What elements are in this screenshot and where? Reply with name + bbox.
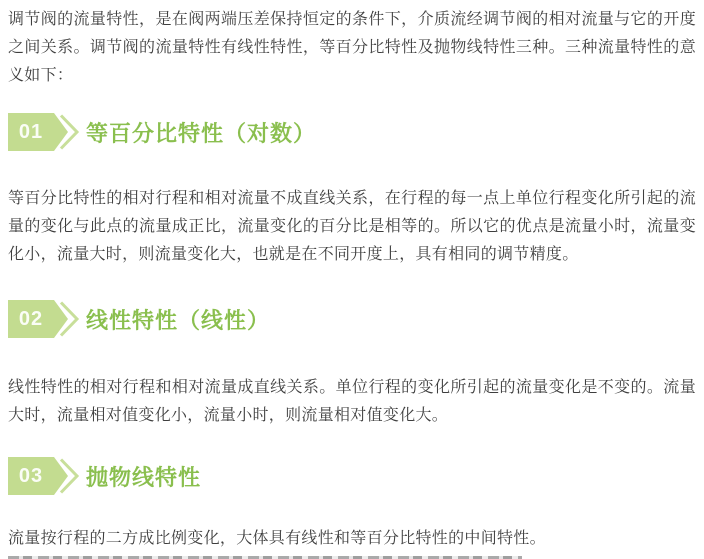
section-title: 抛物线特性 [86, 464, 202, 490]
section-number: 02 [18, 307, 44, 330]
section-header-2 [8, 300, 696, 338]
section-body: 线性特性的相对行程和相对流量成直线关系。单位行程的变化所引起的流量变化是不变的。流量大时，流量相对值变化小，流量小时，则流量相对值变化大。 [8, 379, 696, 424]
section-header-1 [8, 113, 696, 151]
section-title: 线性特性（线性） [86, 307, 271, 333]
section-title: 等百分比特性（对数） [86, 120, 317, 146]
section-number-badge [8, 113, 80, 151]
section-number: 03 [18, 464, 44, 487]
section-number: 01 [18, 120, 44, 143]
section-number-badge [8, 300, 80, 338]
intro-paragraph: 调节阀的流量特性，是在阀两端压差保持恒定的条件下，介质流经调节阀的相对流量与它的开度之间关系。调节阀的流量特性有线性特性，等百分比特性及抛物线特性三种。三种流量特性的意义如下： [8, 11, 696, 84]
section-header-3 [8, 457, 696, 495]
section-number-badge [8, 457, 80, 495]
section-body: 流量按行程的二方成比例变化，大体具有线性和等百分比特性的中间特性。 [8, 530, 546, 547]
section-body: 等百分比特性的相对行程和相对流量不成直线关系，在行程的每一点上单位行程变化所引起的流量的变化与此点的流量成正比，流量变化的百分比是相等的。所以它的优点是流量小时，流量变化小，流量大时，则流量变化大，也就是在不同开度上，具有相同的调节精度。 [8, 190, 696, 263]
